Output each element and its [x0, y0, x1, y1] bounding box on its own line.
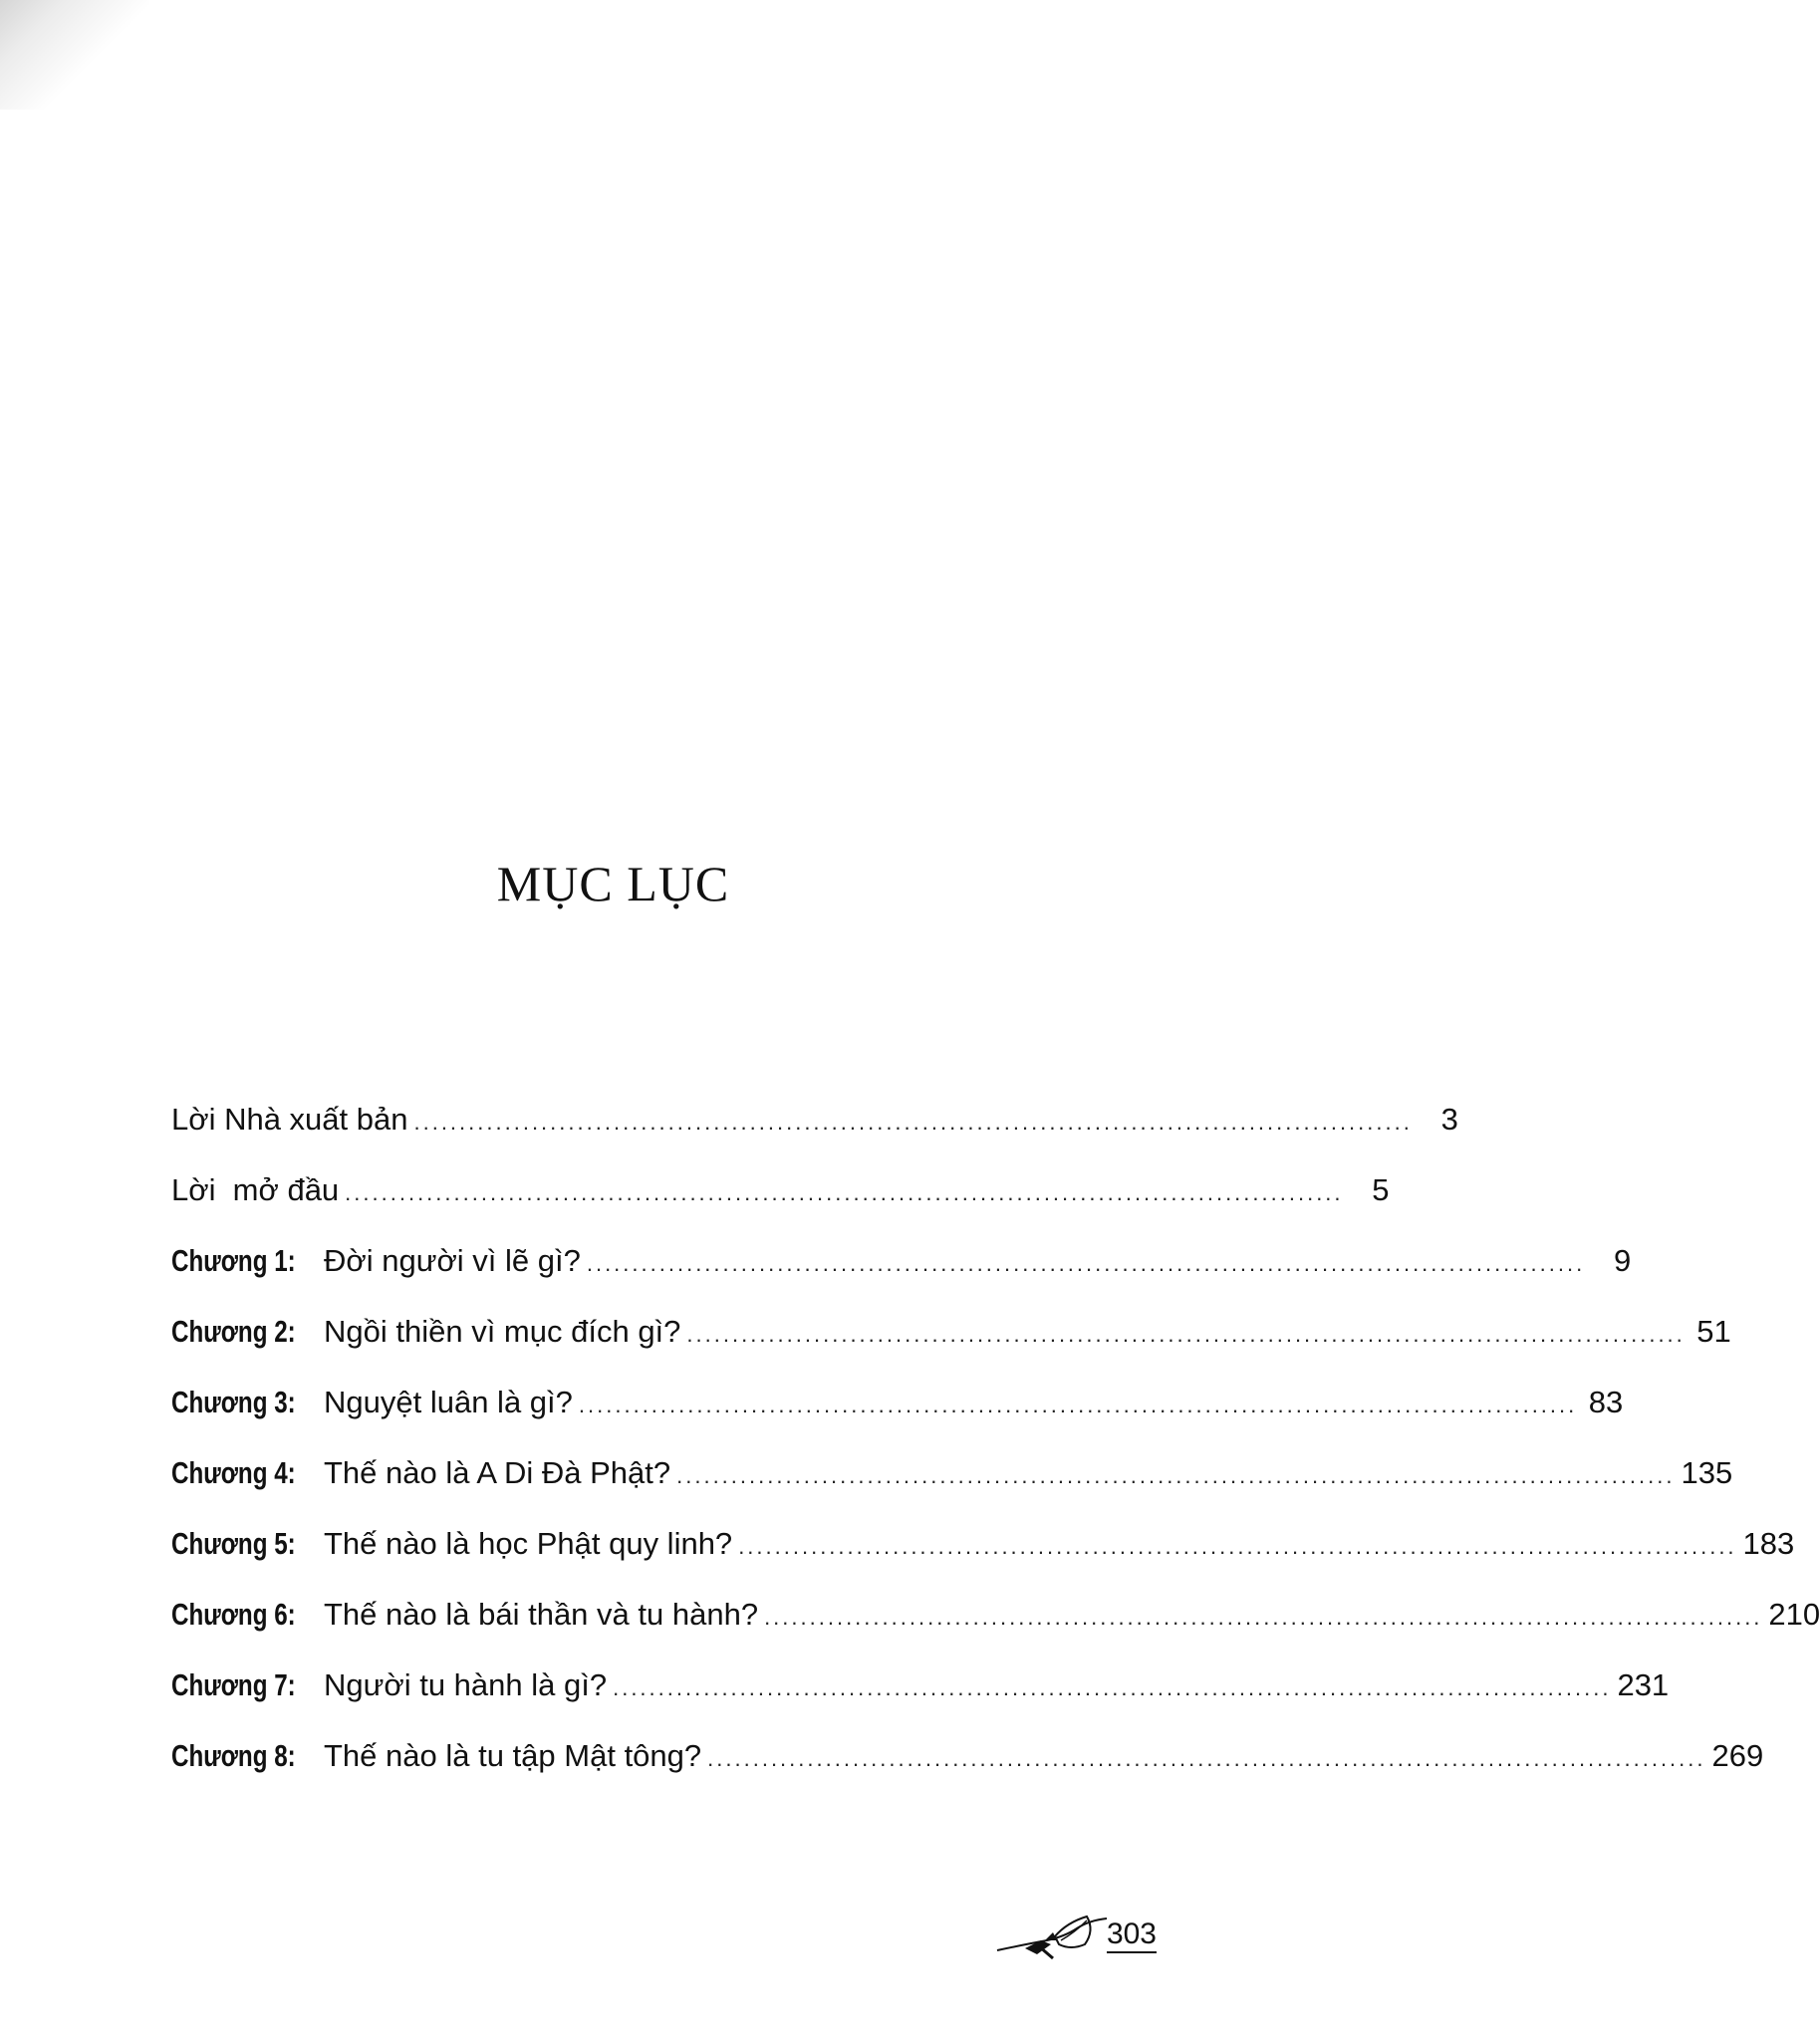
toc-page-number: 5	[1372, 1172, 1390, 1207]
toc-row-chapter-6[interactable]	[171, 1579, 1820, 1650]
page-number: 303	[1107, 1919, 1157, 1953]
toc-row-chapter-7[interactable]	[171, 1650, 1670, 1720]
toc-page-number: 135	[1681, 1455, 1733, 1490]
toc-page-number: 231	[1617, 1667, 1670, 1702]
toc-dot-leader: ..............................................................................................................	[413, 1110, 1413, 1135]
toc-dot-leader: ..............................................................................................................	[764, 1605, 1763, 1630]
toc-entry-title: Thế nào là bái thần và tu hành?	[324, 1597, 759, 1632]
toc-row-chapter-3[interactable]	[171, 1367, 1624, 1437]
toc-chapter-label: Chương 3:	[171, 1385, 296, 1419]
toc-dot-leader: ..............................................................................................................	[613, 1675, 1612, 1700]
toc-chapter-label: Chương 5:	[171, 1526, 296, 1561]
toc-entry-title: Lời Nhà xuất bản	[171, 1102, 408, 1137]
toc-row-chapter-2[interactable]	[171, 1296, 1731, 1367]
toc-entry-title: Đời người vì lẽ gì?	[324, 1243, 581, 1278]
toc-page-number: 83	[1588, 1385, 1624, 1419]
toc-entry-title: Lời mở đầu	[171, 1172, 340, 1207]
toc-row-chapter-5[interactable]	[171, 1508, 1795, 1579]
page-corner-shadow	[0, 0, 149, 110]
toc-chapter-label: Chương 7:	[171, 1667, 296, 1702]
toc-chapter-label: Chương 2:	[171, 1314, 296, 1349]
page-footer	[995, 1911, 1157, 1962]
toc-entry-title: Thế nào là tu tập Mật tông?	[324, 1738, 702, 1773]
table-of-contents	[171, 1084, 1820, 1791]
toc-page-number: 9	[1613, 1243, 1632, 1278]
toc-row-preface[interactable]	[171, 1154, 1390, 1225]
toc-chapter-label: Chương 8:	[171, 1738, 296, 1773]
toc-entry-title: Thế nào là học Phật quy linh?	[324, 1526, 733, 1561]
toc-entry-title: Người tu hành là gì?	[324, 1667, 608, 1702]
toc-page-number: 269	[1711, 1738, 1764, 1773]
toc-dot-leader: ..............................................................................................................	[586, 1251, 1586, 1276]
page-title: MỤC LỤC	[496, 856, 730, 911]
toc-page-number: 183	[1742, 1526, 1795, 1561]
quill-flourish-icon	[995, 1911, 1113, 1962]
toc-row-chapter-8[interactable]	[171, 1720, 1764, 1791]
toc-chapter-label: Chương 1:	[171, 1243, 296, 1278]
toc-page-number: 3	[1440, 1102, 1458, 1137]
toc-dot-leader: ..............................................................................................................	[738, 1534, 1737, 1559]
toc-chapter-label: Chương 6:	[171, 1597, 296, 1632]
toc-dot-leader: ..............................................................................................................	[676, 1463, 1676, 1488]
toc-page-number: 210	[1768, 1597, 1820, 1632]
toc-row-publisher-note[interactable]	[171, 1084, 1458, 1154]
toc-dot-leader: ..............................................................................................................	[686, 1322, 1686, 1347]
toc-row-chapter-1[interactable]	[171, 1225, 1632, 1296]
toc-page-number: 51	[1696, 1314, 1731, 1349]
toc-dot-leader: ..............................................................................................................	[578, 1393, 1578, 1417]
toc-dot-leader: ..............................................................................................................	[345, 1180, 1344, 1205]
toc-entry-title: Thế nào là A Di Đà Phật?	[324, 1455, 671, 1490]
toc-dot-leader: ..............................................................................................................	[707, 1746, 1706, 1771]
toc-row-chapter-4[interactable]	[171, 1437, 1733, 1508]
toc-entry-title: Ngồi thiền vì mục đích gì?	[324, 1314, 681, 1349]
toc-entry-title: Nguyệt luân là gì?	[324, 1385, 573, 1419]
toc-chapter-label: Chương 4:	[171, 1455, 296, 1490]
